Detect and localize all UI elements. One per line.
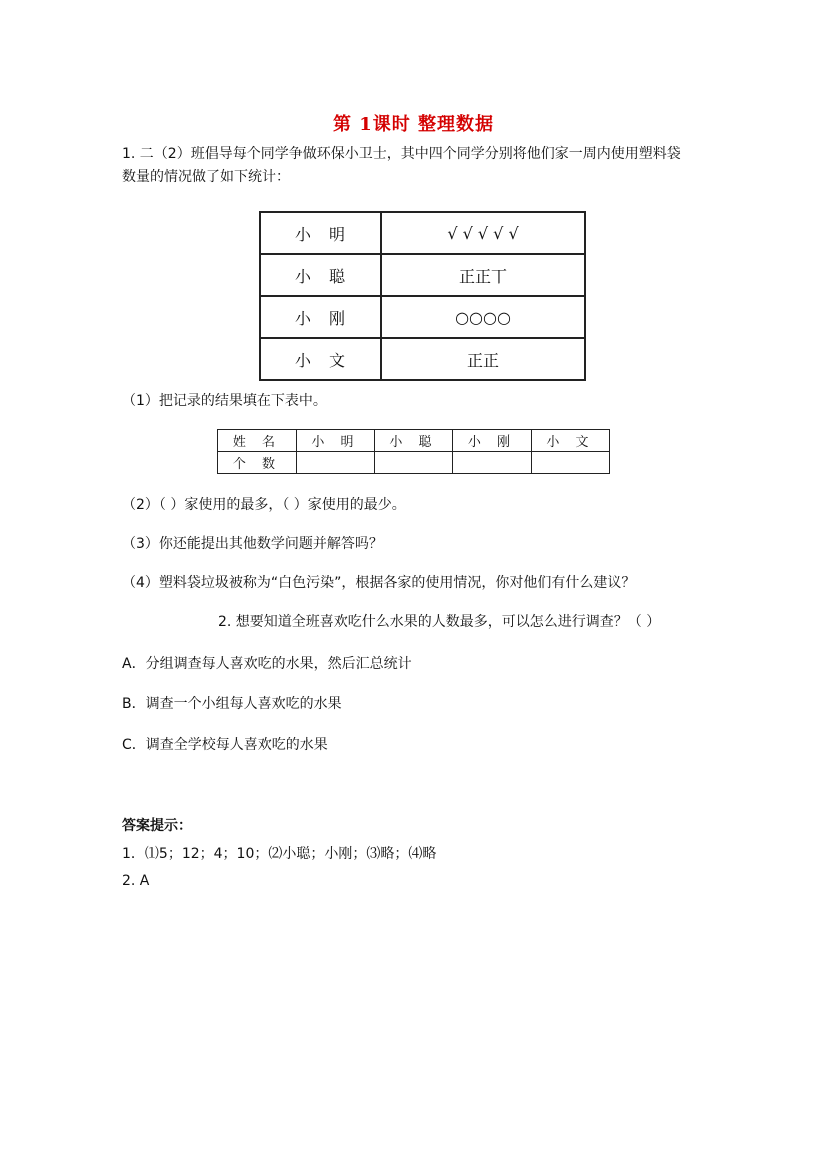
answers-heading: 答案提示：	[122, 818, 192, 834]
tally-marks: 正正	[381, 338, 585, 380]
q2-question: 2. 想要知道全班喜欢吃什么水果的人数最多，可以怎么进行调查？（ ）	[218, 614, 661, 630]
record-header-cell: 小 文	[532, 430, 610, 452]
q1-sub3: （3）你还能提出其他数学问题并解答吗？	[122, 536, 383, 552]
q1-sub1: （1）把记录的结果填在下表中。	[122, 393, 327, 409]
q2-option-c: C．调查全学校每人喜欢吃的水果	[122, 737, 328, 753]
tally-row	[260, 254, 585, 296]
tally-name: 小聪	[260, 254, 381, 296]
tally-name: 小刚	[260, 296, 381, 338]
record-header-row	[218, 430, 610, 452]
tally-name: 小文	[260, 338, 381, 380]
tally-table	[259, 211, 586, 381]
tally-marks: √ √ √ √ √	[381, 212, 585, 254]
tally-row	[260, 212, 585, 254]
record-header-cell: 小 明	[297, 430, 375, 452]
record-header-cell: 小 聪	[375, 430, 453, 452]
record-row-label: 个 数	[218, 452, 297, 474]
record-blank-cell[interactable]	[453, 452, 532, 474]
answers-line1: 1．⑴5；12；4；10；⑵小聪；小刚；⑶略；⑷略	[122, 846, 437, 862]
tally-name: 小明	[260, 212, 381, 254]
q2-option-a: A．分组调查每人喜欢吃的水果，然后汇总统计	[122, 656, 412, 672]
tally-row	[260, 338, 585, 380]
page-title: 第 1课时 整理数据	[332, 114, 495, 135]
tally-marks: ○○○○	[381, 296, 585, 338]
q1-sub2: （2）（ ）家使用的最多，（ ）家使用的最少。	[122, 497, 406, 513]
q1-intro-line2: 数量的情况做了如下统计：	[122, 169, 290, 185]
tally-row	[260, 296, 585, 338]
record-table	[217, 429, 610, 474]
q2-option-b: B．调查一个小组每人喜欢吃的水果	[122, 696, 342, 712]
tally-marks: 正正丅	[381, 254, 585, 296]
q1-intro-line1: 1. 二（2）班倡导每个同学争做环保小卫士，其中四个同学分别将他们家一周内使用塑料袋	[122, 146, 681, 162]
record-header-cell: 小 刚	[453, 430, 532, 452]
record-blank-cell[interactable]	[297, 452, 375, 474]
record-blank-cell[interactable]	[532, 452, 610, 474]
answers-line2: 2. A	[122, 873, 150, 889]
record-blank-cell[interactable]	[375, 452, 453, 474]
record-count-row	[218, 452, 610, 474]
record-header-cell: 姓 名	[218, 430, 297, 452]
q1-sub4: （4）塑料袋垃圾被称为“白色污染”，根据各家的使用情况，你对他们有什么建议？	[122, 575, 636, 591]
